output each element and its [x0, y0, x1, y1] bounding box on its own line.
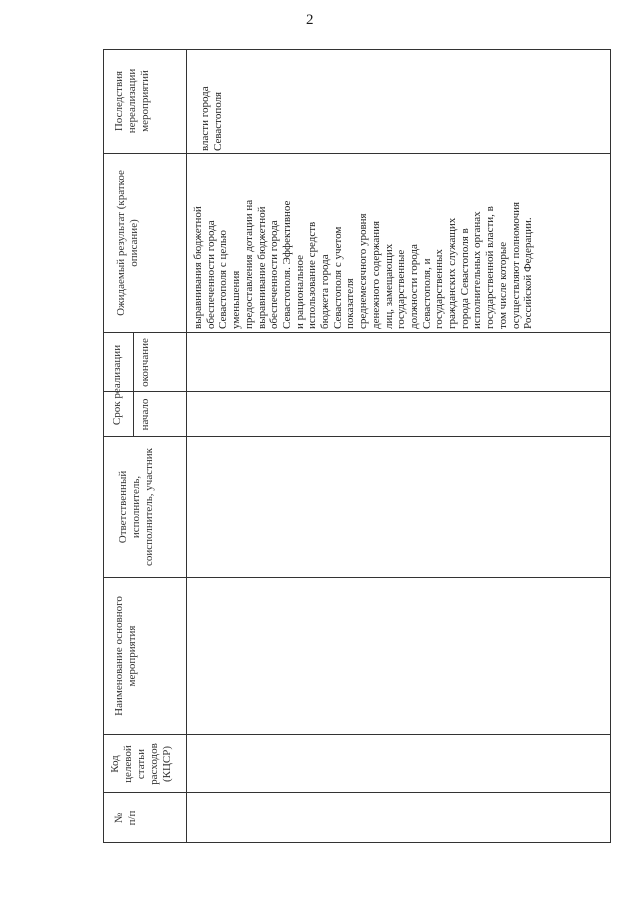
cell-responsible [187, 437, 611, 578]
cell-number [187, 793, 611, 843]
header-responsible: Ответственный исполнитель, соисполнитель, участник [117, 447, 155, 567]
cell-name [187, 578, 611, 735]
cell-result: выравнивания бюджетной обеспеченности города Севастополя с целью уменьшения предоставления дотации на выравнивание бюджетной обеспеченности города Севастополя. Эффективное и рациональное использование средств бюджета города Севастополя с учетом показателя среднемесячного уровня денежного содержания лиц, замещающих государственные должности города Севастополя, и государственных гражданских служащих города Севастополя в исполнительных органах государственной власти, в том числе которые осуществляют полномочия Российской Федерации. [192, 199, 535, 329]
header-period-end: окончание [139, 338, 151, 387]
column-divider [103, 153, 611, 154]
header-name: Наименование основного мероприятия [113, 596, 138, 716]
header-period: Срок реализации [111, 344, 123, 426]
cell-period-start [187, 392, 611, 437]
cell-period-end [187, 333, 611, 392]
header-result: Ожидаемый результат (краткое описание) [115, 170, 140, 316]
rotated-table [103, 49, 611, 843]
header-code: Код целевой статьи расходов (КЦСР) [109, 743, 173, 785]
cell-consequences: власти города Севастополя [199, 86, 224, 151]
page-number: 2 [306, 12, 314, 28]
header-consequences: Последствия нереализации мероприятий [113, 68, 151, 134]
cell-code [187, 735, 611, 793]
header-number: № п/п [113, 810, 138, 826]
header-period-start: начало [139, 398, 151, 431]
